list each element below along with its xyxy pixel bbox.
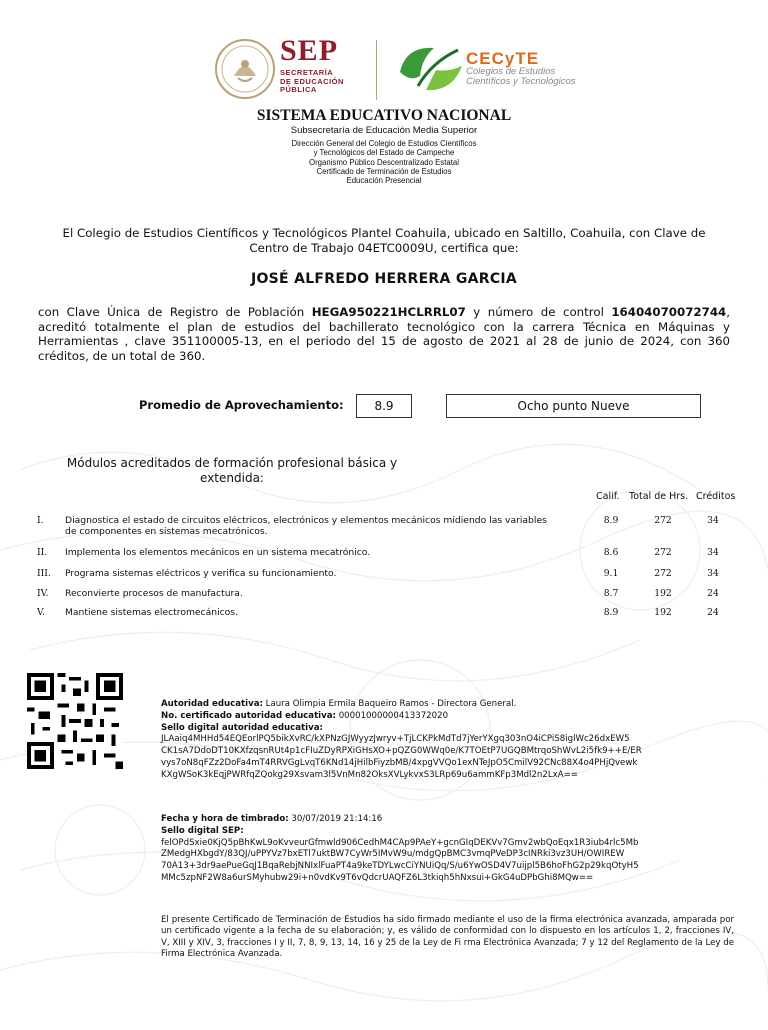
- module-description: Programa sistemas eléctricos y verifica su funcionamiento.: [65, 568, 337, 579]
- seal-sep-line: MMc5zpNF2W8a6urSMyhubw29i+n0vdKv9T6vQdcrUAQFZ6L3tkiqh5hNxsui+GkG4uDPbGhi8MQw==: [161, 872, 594, 883]
- module-number: V.: [37, 607, 45, 618]
- sep-line: DE EDUCACIÓN: [280, 76, 344, 86]
- header-line: Organismo Público Descentralizado Estatal: [309, 157, 459, 167]
- cecyte-subtitle-line: Científicos y Tecnológicos: [466, 76, 576, 87]
- cecyte-name: CECyTE: [466, 49, 540, 68]
- module-credits: 34: [707, 568, 719, 579]
- timbrado-value: 30/07/2019 21:14:16: [288, 814, 383, 824]
- module-description: Implementa los elementos mecánicos en un sistema mecatrónico.: [65, 547, 371, 558]
- module-credits: 34: [707, 547, 719, 558]
- signature-block-authority: [161, 699, 736, 782]
- timbrado-line: [161, 814, 736, 826]
- student-name: JOSÉ ALFREDO HERRERA GARCIA: [250, 271, 518, 287]
- module-number: III.: [37, 568, 51, 579]
- authority-label: Autoridad educativa:: [161, 699, 263, 709]
- module-credits: 24: [707, 588, 719, 599]
- body-text: y número de control: [465, 305, 612, 319]
- average-words: Ocho punto Nueve: [446, 394, 701, 418]
- subsecretaria: Subsecretaría de Educación Media Superior: [290, 125, 478, 136]
- column-header-credits: Créditos: [696, 491, 736, 502]
- certificate-intro: El Colegio de Estudios Científicos y Tecnológicos Plantel Coahuila, ubicado en Saltillo, Coahuila, con Clave de Centro de Trabajo 04ETC0009U, certifica que:: [62, 226, 706, 255]
- module-grade: 9.1: [603, 568, 619, 579]
- cert-number-value: 00001000000413372020: [335, 710, 449, 721]
- module-grade: 8.9: [603, 607, 619, 618]
- sep-brand: [280, 36, 344, 95]
- seal-sep-line: felOPdSxie0KjQ5pBhKwL9oKvveurGfmwld906CedhM4CAp9PAeY+gcnGIqDEKVv7Gmv2wbQoEqx1R3iub4rlc5Mb: [161, 837, 639, 848]
- document-title: SISTEMA EDUCATIVO NACIONAL: [256, 107, 512, 124]
- seal-authority-label: [161, 723, 736, 735]
- authority-line: [161, 699, 736, 711]
- module-description: Diagnostica el estado de circuitos eléctricos, electrónicos y elementos mecánicos midiendo las variables de componentes en sistemas mecatrónicos.: [65, 515, 547, 537]
- timbrado-label: Fecha y hora de timbrado:: [161, 814, 289, 824]
- body-text: , acreditó totalmente el plan de estudios del bachillerato tecnológico con la carrera Técnica en Máquinas y Herramientas , clave 351100005-13, en el periodo del 15 de agosto de 2021 al 28 de junio de 2024, con 360 créditos, de un total de 360.: [38, 305, 730, 363]
- module-description: Mantiene sistemas electromecánicos.: [65, 607, 238, 618]
- header-line: Dirección General del Colegio de Estudios Científicos: [291, 139, 477, 148]
- legal-notice: El presente Certificado de Terminación de Estudios ha sido firmado mediante el uso de la firma electrónica avanzada, amparada por un certificado vigente a la fecha de su elaboración; y, es válido de conformidad con lo dispuesto en los artículos 1, 2, fracciones IV, V, XIII y XIV, 3, fracciones I y II, 7, 8, 9, 13, 14, 16 y 25 de la Ley de Fi rma Electrónica Avanzada; 7 y 12 del Reglamento de la Ley de Firma Electrónica Avanzada.: [161, 915, 734, 960]
- body-text: con Clave Única de Registro de Población: [38, 305, 312, 319]
- average-label: Promedio de Aprovechamiento:: [139, 398, 344, 412]
- seal-sep-label-text: Sello digital SEP:: [161, 825, 244, 836]
- sep-logo-text: SEP: [280, 34, 339, 67]
- cert-number-line: [161, 711, 736, 723]
- cecyte-logo-icon: [396, 42, 466, 96]
- module-grade: 8.9: [603, 515, 619, 526]
- qr-code-icon: [27, 673, 123, 769]
- seal-sep-label: [161, 826, 736, 838]
- module-grade: 8.6: [603, 547, 619, 558]
- module-hours: 192: [654, 607, 672, 618]
- header-divider: [376, 40, 377, 100]
- curp-value: HEGA950221HCLRRL07: [311, 305, 466, 319]
- module-description: Reconvierte procesos de manufactura.: [65, 588, 243, 599]
- sep-subtitle: [280, 69, 344, 95]
- header-line: Educación Presencial: [346, 176, 422, 186]
- control-number: 16404070072744: [611, 305, 727, 319]
- seal-authority-line: KXgWSoK3kEqjPWRfqZQokg29Xsvam3l5VnMn82OksXVLykvxS3LRp69u6ammKFp3Mdl2n2LxA==: [161, 769, 578, 780]
- module-number: I.: [37, 515, 44, 526]
- seal-authority-line: vys7oN8qFZz2DoFa4mT4RRVGgLvqT6KNd14jHilbFiyzbMB/4xpgVVQo1exNTeJpO5CmilV92CNc88X4o4PHjQvewk: [161, 757, 638, 768]
- module-credits: 24: [707, 607, 719, 618]
- sep-line: SECRETARÍA: [280, 68, 334, 77]
- header-line: y Tecnológicos del Estado de Campeche: [313, 148, 455, 158]
- header-line: Certificado de Terminación de Estudios: [316, 166, 452, 176]
- module-hours: 192: [654, 588, 672, 599]
- module-number: IV.: [37, 588, 49, 599]
- seal-sep-line: ZMedgHXbgdY/83QJ/uPPYVz7bxETl7uktBW7CyWr5IMvW9u/mdgQpBMC3vmqPVeDP3cINRki3vz3UH/OWIREW: [161, 849, 625, 860]
- module-grade: 8.7: [603, 588, 619, 599]
- module-credits: 34: [707, 515, 719, 526]
- module-hours: 272: [654, 568, 672, 579]
- seal-sep-line: 70A13+3dr9aePueGqJ1BqaRebjNNIxlFuaPT4a9keTDYLwcCiYNUiQq/S/u6YwOSD4V7uijpl5B6hoFhG2p29kqOtyH5: [161, 861, 639, 872]
- seal-authority-line: JLAaiq4MHHd54EQEorlPQ5bikXvRC/kXPNzGJWyyzJwryv+TjLCKPkMdTd7jYerYXgq303nO4iCPiS8iglWc26dxEW5: [161, 734, 630, 745]
- seal-authority-label-text: Sello digital autoridad educativa:: [161, 722, 323, 733]
- column-header-hours: Total de Hrs.: [629, 491, 689, 502]
- mexico-seal-icon: [214, 38, 276, 100]
- module-hours: 272: [654, 547, 672, 558]
- cecyte-subtitle-line: Colegios de Estudios: [466, 66, 556, 77]
- module-number: II.: [37, 547, 48, 558]
- average-value: 8.9: [356, 394, 412, 418]
- seal-authority-line: CK1sA7DdoDT10KXfzqsnRUt4p1cFIuZDyRPXiGHsXO+pQZG0WWq0e/K7TOEtP7UGQBMtrqoShWvL2i5fk9++E/ER: [161, 746, 642, 757]
- header-sub-lines: [0, 139, 768, 185]
- modules-title: Módulos acreditados de formación profesional básica y extendida:: [66, 456, 398, 485]
- certificate-body: [38, 305, 730, 363]
- column-header-grade: Calif.: [596, 491, 620, 502]
- cecyte-brand: [466, 50, 575, 87]
- cert-number-label: No. certificado autoridad educativa:: [161, 710, 336, 721]
- module-hours: 272: [654, 515, 672, 526]
- signature-block-sep: [161, 814, 736, 885]
- sep-line: PÚBLICA: [280, 85, 317, 94]
- authority-value: Laura Olimpia Ermila Baqueiro Ramos - Directora General.: [262, 699, 517, 709]
